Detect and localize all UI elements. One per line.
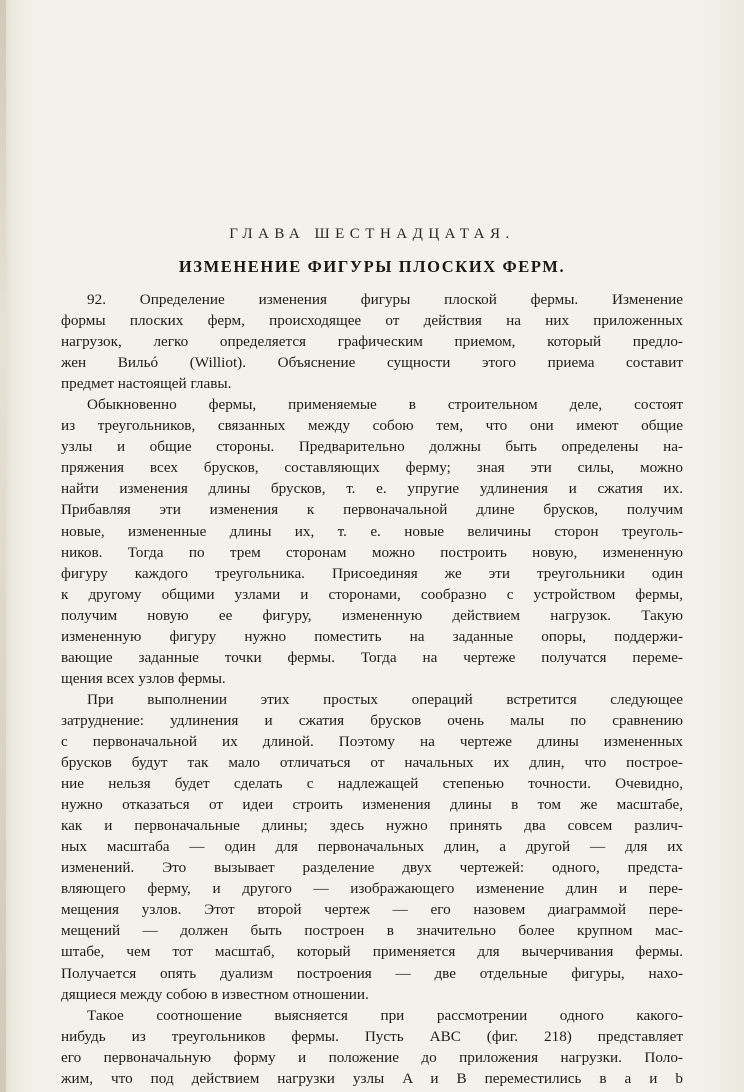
text-line: жим, что под действием нагрузки узлы A и B переместились в a и b	[61, 1069, 683, 1087]
chapter-heading: ИЗМЕНЕНИЕ ФИГУРЫ ПЛОСКИХ ФЕРМ.	[178, 257, 566, 276]
text-line: жен Вильó (Williot). Объяснение сущности этого приема составит	[61, 354, 683, 372]
text-line: получим новую ее фигуру, измененную действием нагрузок. Такую	[61, 606, 683, 624]
text-line: найти изменения длины брусков, т. е. упругие удлинения и сжатия их.	[61, 480, 683, 498]
text-line: измененную фигуру нужно поместить на заданные опоры, поддержи-	[61, 627, 683, 645]
text-line: штабе, чем тот масштаб, который применяется для вычерчивания фермы.	[61, 943, 683, 961]
text-line: вающие заданные точки фермы. Тогда на чертеже получатся переме-	[61, 648, 683, 666]
chapter-title: ГЛАВА ШЕСТНАДЦАТАЯ.	[229, 226, 515, 242]
text-line: предмет настоящей главы.	[61, 375, 232, 393]
text-line: Прибавляя эти изменения к первоначальной длине брусков, получим	[61, 501, 683, 519]
body-text	[61, 289, 683, 1089]
text-line: мещений — должен быть построен в значительно более крупном мас-	[61, 922, 683, 940]
text-line: При выполнении этих простых операций встретится следующее	[87, 690, 683, 708]
text-line: вляющего ферму, и другого — изображающего изменение длин и пере-	[61, 880, 683, 898]
text-line: ние нельзя будет сделать с надлежащей степенью точности. Очевидно,	[61, 775, 683, 793]
text-line: Обыкновенно фермы, применяемые в строительном деле, состоят	[87, 396, 683, 414]
text-line: изменений. Это вызывает разделение двух чертежей: одного, предста-	[61, 859, 683, 877]
text-line: новые, измененные длины их, т. е. новые величины сторон треуголь-	[61, 522, 683, 540]
text-line: узлы и общие стороны. Предварительно должны быть определены на-	[61, 438, 683, 456]
text-line: нибудь из треугольников фермы. Пусть ABC (фиг. 218) представляет	[61, 1027, 683, 1045]
text-line: дящиеся между собою в известном отношении.	[61, 985, 369, 1003]
text-line: ников. Тогда по трем сторонам можно построить новую, измененную	[61, 543, 683, 561]
text-line: затруднение: удлинения и сжатия брусков очень малы по сравнению	[61, 711, 683, 729]
text-line: к другому общими узлами и сторонами, сообразно с устройством фермы,	[61, 585, 683, 603]
text-line: пряжения всех брусков, составляющих ферму; зная эти силы, можно	[61, 459, 683, 477]
text-line: Такое соотношение выясняется при рассмотрении одного какого-	[87, 1006, 683, 1024]
text-line: как и первоначальные длины; здесь нужно принять два совсем различ-	[61, 817, 683, 835]
text-line: фигуру каждого треугольника. Присоединяя же эти треугольники один	[61, 564, 683, 582]
text-line: ных масштаба — один для первоначальных длин, а другой — для их	[61, 838, 683, 856]
text-line: нужно отказаться от идеи строить изменения длины в том же масштабе,	[61, 796, 683, 814]
text-line: щения всех узлов фермы.	[61, 669, 226, 687]
text-line: мещения узлов. Этот второй чертеж — его назовем диаграммой пере-	[61, 901, 683, 919]
text-line: из треугольников, связанных между собою тем, что они имеют общие	[61, 417, 683, 435]
text-line: с первоначальной их длиной. Поэтому на чертеже длины измененных	[61, 732, 683, 750]
page-edge-shadow	[0, 0, 6, 1092]
text-line: нагрузок, легко определяется графическим приемом, который предло-	[61, 333, 683, 351]
text-line: его первоначальную форму и положение до приложения нагрузки. Поло-	[61, 1048, 683, 1066]
text-line: Получается опять дуализм построения — две отдельные фигуры, нахо-	[61, 964, 683, 982]
text-line: брусков будут так мало отличаться от начальных их длин, что построе-	[61, 754, 683, 772]
text-line: 92. Определение изменения фигуры плоской фермы. Изменение	[87, 291, 683, 308]
text-line: формы плоских ферм, происходящее от действия на них приложенных	[61, 312, 683, 330]
